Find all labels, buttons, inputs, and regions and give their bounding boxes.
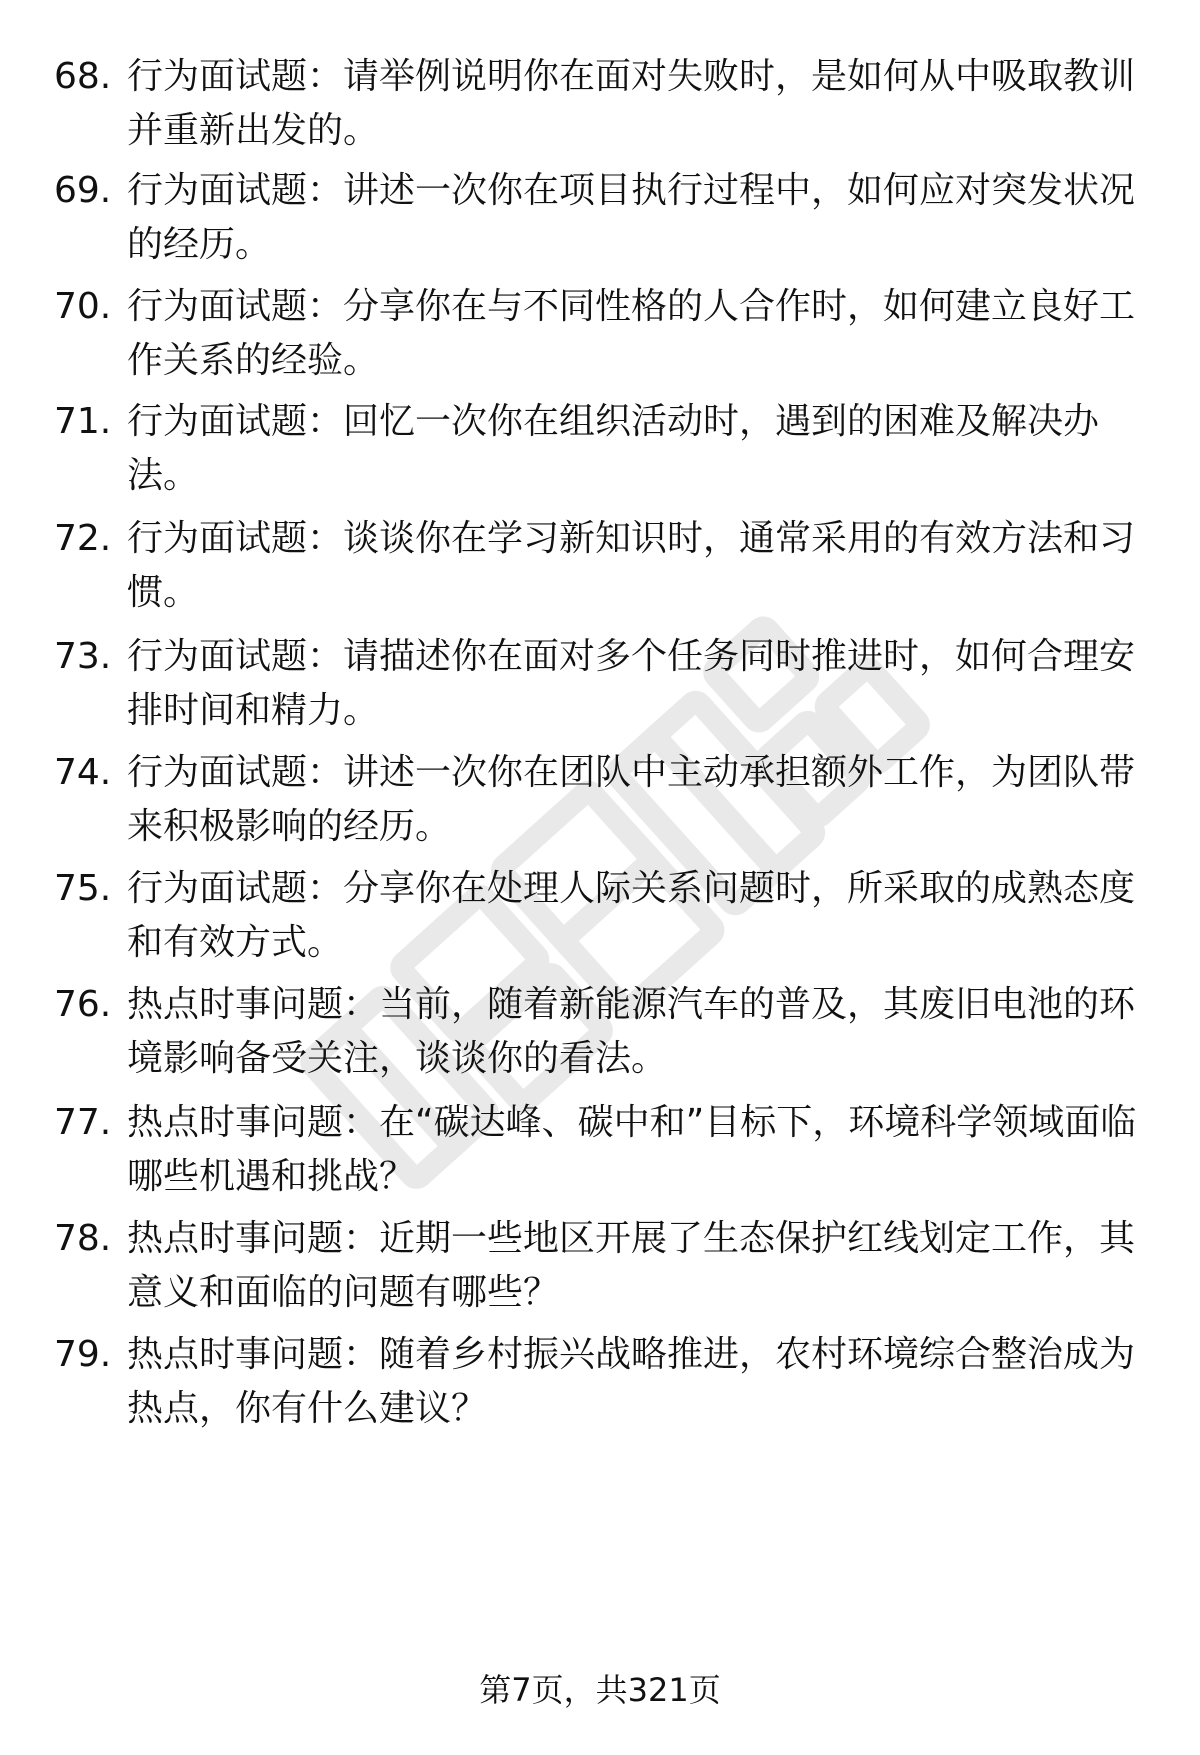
question-number: 69. [54, 170, 112, 211]
question-text: 行为面试题：回忆一次你在组织活动时，遇到的困难及解决办法。 [127, 401, 1100, 496]
question-item [0, 512, 1200, 642]
question-item [0, 395, 1200, 525]
question-item [0, 1328, 1200, 1458]
question-text: 热点时事问题：随着乡村振兴战略推进，农村环境综合整治成为热点，你有什么建议？ [127, 1334, 1136, 1429]
question-text: 热点时事问题：近期一些地区开展了生态保护红线划定工作，其意义和面临的问题有哪些？ [127, 1218, 1136, 1313]
question-text: 行为面试题：讲述一次你在团队中主动承担额外工作，为团队带来积极影响的经历。 [127, 752, 1136, 847]
question-item [0, 280, 1200, 410]
question-number: 73. [54, 636, 112, 677]
question-item [0, 862, 1200, 992]
question-number: 74. [54, 752, 112, 793]
question-item [0, 746, 1200, 876]
question-text: 行为面试题：请描述你在面对多个任务同时推进时，如何合理安排时间和精力。 [127, 636, 1136, 731]
question-number: 70. [54, 286, 112, 327]
question-number: 72. [54, 518, 112, 559]
question-item [0, 1096, 1200, 1226]
question-text: 热点时事问题：在“碳达峰、碳中和”目标下，环境科学领域面临哪些机遇和挑战？ [127, 1102, 1137, 1197]
question-text: 行为面试题：请举例说明你在面对失败时，是如何从中吸取教训并重新出发的。 [127, 56, 1136, 151]
question-number: 68. [54, 56, 112, 97]
question-item [0, 50, 1200, 180]
page-number-label: 第7页，共321页 [479, 1671, 721, 1709]
question-text: 行为面试题：分享你在与不同性格的人合作时，如何建立良好工作关系的经验。 [127, 286, 1136, 381]
question-item [0, 630, 1200, 760]
question-text: 行为面试题：分享你在处理人际关系问题时，所采取的成熟态度和有效方式。 [127, 868, 1136, 963]
page-footer [0, 1668, 1200, 1712]
question-number: 79. [54, 1334, 112, 1375]
question-item [0, 1212, 1200, 1342]
question-number: 71. [54, 401, 112, 442]
question-text: 行为面试题：谈谈你在学习新知识时，通常采用的有效方法和习惯。 [127, 518, 1136, 613]
question-number: 77. [54, 1102, 112, 1143]
question-number: 78. [54, 1218, 112, 1259]
question-item [0, 978, 1200, 1108]
question-number: 75. [54, 868, 112, 909]
question-item [0, 164, 1200, 294]
question-number: 76. [54, 984, 112, 1025]
question-text: 热点时事问题：当前，随着新能源汽车的普及，其废旧电池的环境影响备受关注，谈谈你的看法。 [127, 984, 1136, 1079]
question-text: 行为面试题：讲述一次你在项目执行过程中，如何应对突发状况的经历。 [127, 170, 1136, 265]
